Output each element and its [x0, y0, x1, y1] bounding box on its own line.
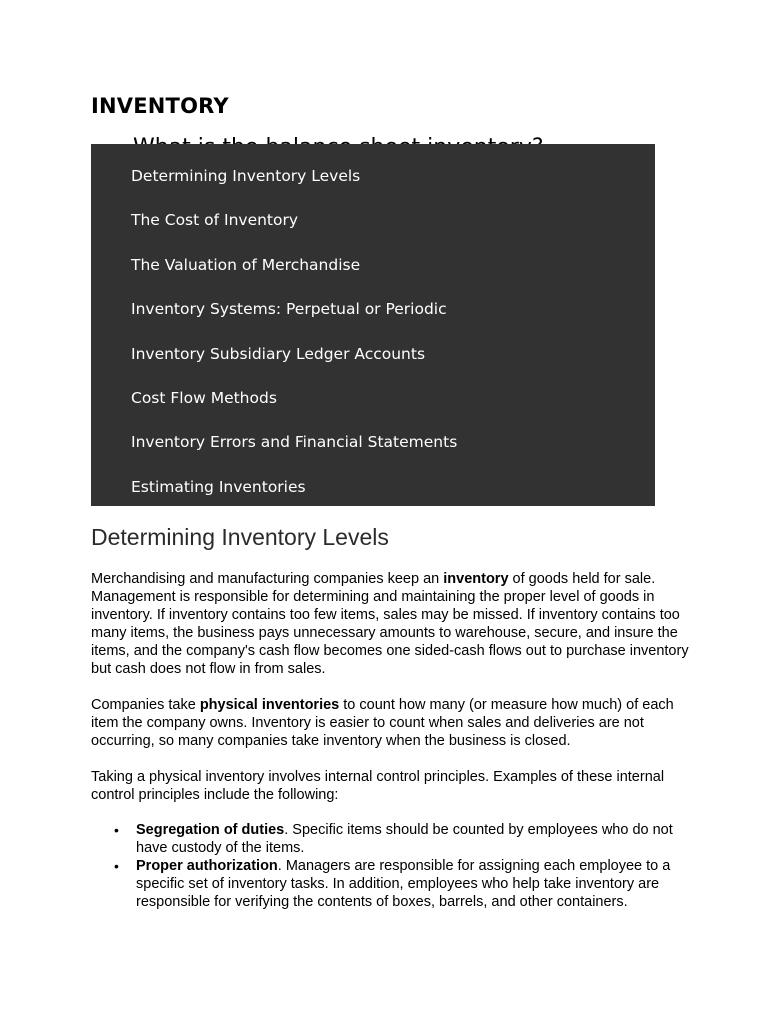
p1-text-end: of goods held for sale. Management is responsible for determining and maintaining the proper level of goods in inventory. If inventory contains too few items, sales may be missed. If inventory contains too many items, the business pays unnecessary amounts to warehouse, secure, and insure the items, and the company's cash flow becomes one sided-cash flows out to purchase inventory but cash does not flow in from sales.: [91, 571, 689, 677]
toc-item-inventory-systems[interactable]: Inventory Systems: Perpetual or Periodic: [131, 300, 447, 318]
bullet-bold-term: Segregation of duties: [136, 822, 285, 838]
list-item: [91, 821, 691, 857]
toc-item-valuation-of-merchandise[interactable]: The Valuation of Merchandise: [131, 256, 361, 274]
bullet-icon: •: [114, 858, 119, 874]
toc-item-inventory-errors[interactable]: Inventory Errors and Financial Statements: [131, 433, 458, 451]
p2-text-start: Companies take: [91, 697, 200, 713]
toc-item-cost-of-inventory[interactable]: The Cost of Inventory: [131, 211, 299, 229]
toc-item-cost-flow-methods[interactable]: Cost Flow Methods: [131, 389, 277, 407]
paragraph-physical-inventories: [91, 696, 691, 750]
paragraph-inventory-levels: [91, 570, 691, 678]
p2-bold-term: physical inventories: [199, 697, 340, 713]
toc-item-subsidiary-ledger-accounts[interactable]: Inventory Subsidiary Ledger Accounts: [131, 345, 426, 363]
p1-bold-term: inventory: [443, 571, 509, 587]
table-of-contents-panel: [91, 144, 655, 506]
internal-control-list: [91, 821, 691, 911]
bullet-text: . Managers are responsible for assigning each employee to a specific set of inventory tasks. In addition, employees who help take inventory are responsible for verifying the contents of boxes, barrels, and other containers.: [136, 858, 671, 910]
bullet-icon: •: [114, 822, 119, 838]
p1-text-start: Merchandising and manufacturing companies keep an: [91, 571, 444, 587]
toc-item-determining-inventory-levels[interactable]: Determining Inventory Levels: [131, 167, 361, 185]
bullet-text: . Specific items should be counted by employees who do not have custody of the items.: [136, 822, 673, 856]
section-heading: Determining Inventory Levels: [91, 524, 389, 550]
paragraph-internal-control: Taking a physical inventory involves internal control principles. Examples of these internal control principles include the following:: [91, 769, 665, 803]
document-title: INVENTORY: [91, 94, 229, 118]
toc-item-estimating-inventories[interactable]: Estimating Inventories: [131, 478, 306, 496]
list-item: [91, 857, 691, 911]
p2-text-end: to count how many (or measure how much) of each item the company owns. Inventory is easier to count when sales and deliveries are not occurring, so many companies take inventory when the business is closed.: [91, 697, 674, 749]
bullet-bold-term: Proper authorization: [136, 858, 278, 874]
